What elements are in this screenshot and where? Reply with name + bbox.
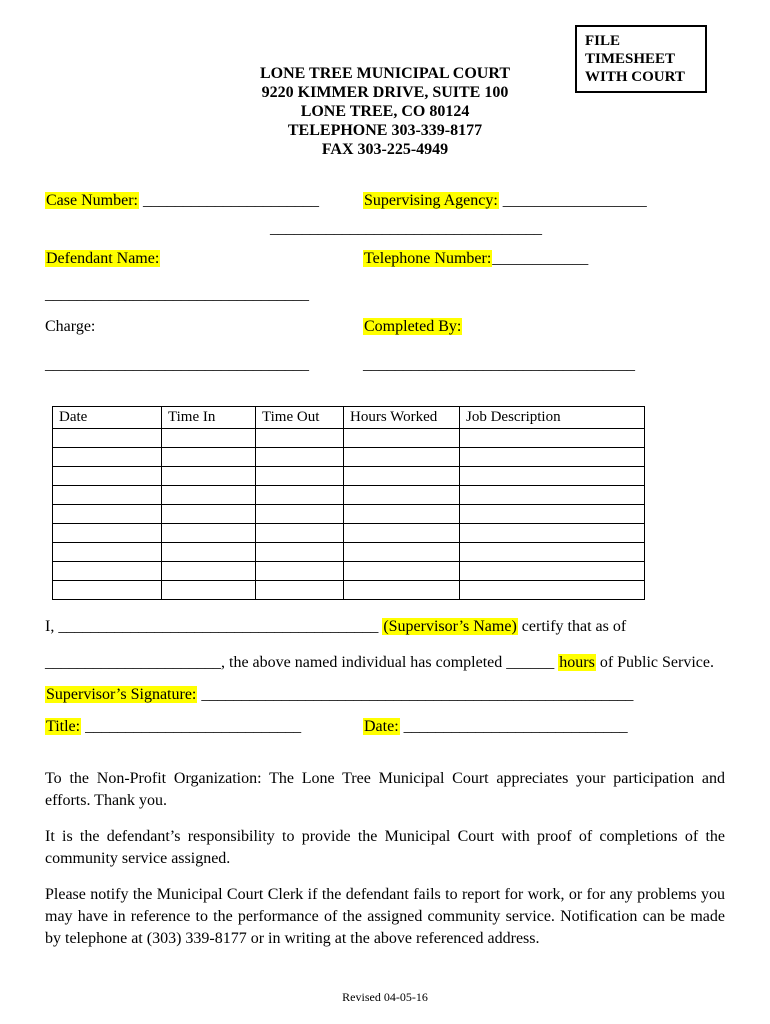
revision-footer: Revised 04-05-16 [342, 990, 428, 1004]
timesheet-cell [344, 486, 460, 505]
form-row-defendant-telephone [45, 250, 725, 270]
timesheet-row [53, 562, 645, 581]
timesheet-cell [460, 562, 645, 581]
form-row-supervising-continued [45, 220, 725, 240]
timesheet-cell [256, 486, 344, 505]
supervisor-name-blank: ________________________________________ [58, 618, 379, 635]
form-row-charge-completed-blanks [45, 356, 725, 376]
timesheet-cell [53, 467, 162, 486]
timesheet-cell [162, 448, 256, 467]
date-label: Date: [364, 718, 399, 735]
timesheet-table [52, 406, 645, 600]
supervisor-signature-row [45, 686, 725, 704]
timesheet-cell [53, 448, 162, 467]
timesheet-cell [460, 448, 645, 467]
case-number-blank: ______________________ [142, 192, 319, 209]
timesheet-cell [344, 581, 460, 600]
timesheet-row [53, 543, 645, 562]
table-header-time-in: Time In [162, 407, 256, 429]
completed-text: , the above named individual has completed [221, 654, 503, 671]
title-date-row [45, 718, 725, 738]
timesheet-cell [344, 562, 460, 581]
timesheet-cell [53, 505, 162, 524]
stamp-line: FILE [585, 33, 621, 49]
supervisor-signature-blank: ______________________________________________________ [201, 686, 634, 703]
date-blank: ____________________________ [403, 718, 628, 735]
timesheet-cell [162, 562, 256, 581]
timesheet-cell [53, 524, 162, 543]
certification-line-2 [45, 654, 725, 672]
timesheet-row [53, 448, 645, 467]
telephone-number-label: Telephone Number: [364, 250, 492, 267]
timesheet-cell [162, 505, 256, 524]
court-phone-line: TELEPHONE 303-339-8177 [287, 122, 483, 139]
table-header-hours-worked: Hours Worked [344, 407, 460, 429]
timesheet-cell [53, 486, 162, 505]
timesheet-cell [162, 581, 256, 600]
title-label: Title: [46, 718, 81, 735]
timesheet-cell [460, 524, 645, 543]
paragraph-notify: Please notify the Municipal Court Clerk if the defendant fails to report for work, or for any problems you may have in reference to the performance of the assigned community service. Notification can be made by telephone at (303) 339-8177 or in writing at the above referenced address. [45, 886, 725, 947]
timesheet-cell [53, 562, 162, 581]
charge-blank: _________________________________ [45, 356, 309, 373]
certification-line-1 [45, 618, 725, 636]
timesheet-cell [256, 467, 344, 486]
timesheet-cell [162, 524, 256, 543]
supervising-agency-label: Supervising Agency: [364, 192, 498, 209]
timesheet-cell [460, 505, 645, 524]
table-header-date: Date [53, 407, 162, 429]
as-of-date-blank: ______________________ [45, 654, 221, 671]
court-fax-line: FAX 303-225-4949 [321, 141, 449, 158]
timesheet-cell [460, 581, 645, 600]
telephone-number-blank: ____________ [492, 250, 589, 267]
hours-blank: ______ [506, 654, 555, 671]
supervisor-signature-label: Supervisor’s Signature: [46, 686, 197, 703]
table-header-job-description: Job Description [460, 407, 645, 429]
timesheet-cell [344, 467, 460, 486]
timesheet-cell [256, 562, 344, 581]
timesheet-row [53, 524, 645, 543]
timesheet-row [53, 505, 645, 524]
paragraph-responsibility: It is the defendant’s responsibility to provide the Municipal Court with proof of completions of the community service assigned. [45, 828, 725, 867]
court-city-line: LONE TREE, CO 80124 [300, 103, 470, 120]
timesheet-cell [53, 581, 162, 600]
timesheet-cell [256, 543, 344, 562]
defendant-name-label: Defendant Name: [46, 250, 160, 267]
timesheet-cell [344, 448, 460, 467]
defendant-name-blank: _________________________________ [45, 286, 309, 303]
timesheet-cell [256, 448, 344, 467]
table-header-time-out: Time Out [256, 407, 344, 429]
certify-prefix: I, [45, 618, 55, 635]
supervisor-name-label: (Supervisor’s Name) [383, 618, 517, 635]
paragraph-nonprofit: To the Non-Profit Organization: The Lone Tree Municipal Court appreciates your participation and efforts. Thank you. [45, 770, 725, 809]
charge-label: Charge: [45, 318, 96, 335]
file-stamp-box [575, 25, 707, 93]
timesheet-cell [460, 429, 645, 448]
completed-by-label: Completed By: [364, 318, 462, 335]
timesheet-cell [344, 543, 460, 562]
form-row-defendant-blank [45, 286, 725, 306]
court-name: LONE TREE MUNICIPAL COURT [260, 65, 510, 82]
case-number-label: Case Number: [46, 192, 138, 209]
timesheet-header-row [53, 407, 645, 429]
form-row-case-supervising [45, 192, 725, 212]
timesheet-cell [162, 429, 256, 448]
timesheet-cell [460, 486, 645, 505]
completed-by-blank: __________________________________ [363, 356, 635, 373]
title-blank: ___________________________ [85, 718, 302, 735]
timesheet-cell [344, 429, 460, 448]
court-address-line: 9220 KIMMER DRIVE, SUITE 100 [261, 84, 509, 101]
timesheet-cell [53, 429, 162, 448]
supervising-agency-blank-2: __________________________________ [270, 220, 542, 237]
timesheet-row [53, 429, 645, 448]
timesheet-cell [460, 543, 645, 562]
timesheet-cell [344, 524, 460, 543]
supervising-agency-blank: __________________ [502, 192, 647, 209]
timesheet-cell [162, 467, 256, 486]
stamp-line: TIMESHEET [585, 51, 676, 67]
timesheet-cell [256, 505, 344, 524]
form-row-charge-completed [45, 318, 725, 338]
timesheet-cell [256, 524, 344, 543]
timesheet-cell [162, 486, 256, 505]
timesheet-row [53, 486, 645, 505]
certify-suffix: certify that as of [521, 618, 627, 635]
timesheet-cell [256, 429, 344, 448]
timesheet-cell [460, 467, 645, 486]
timesheet-cell [162, 543, 256, 562]
timesheet-cell [256, 581, 344, 600]
stamp-line: WITH COURT [585, 69, 685, 85]
timesheet-row [53, 467, 645, 486]
timesheet-cell [344, 505, 460, 524]
hours-label: hours [559, 654, 595, 671]
service-suffix: of Public Service. [599, 654, 715, 671]
timesheet-cell [53, 543, 162, 562]
timesheet-row [53, 581, 645, 600]
